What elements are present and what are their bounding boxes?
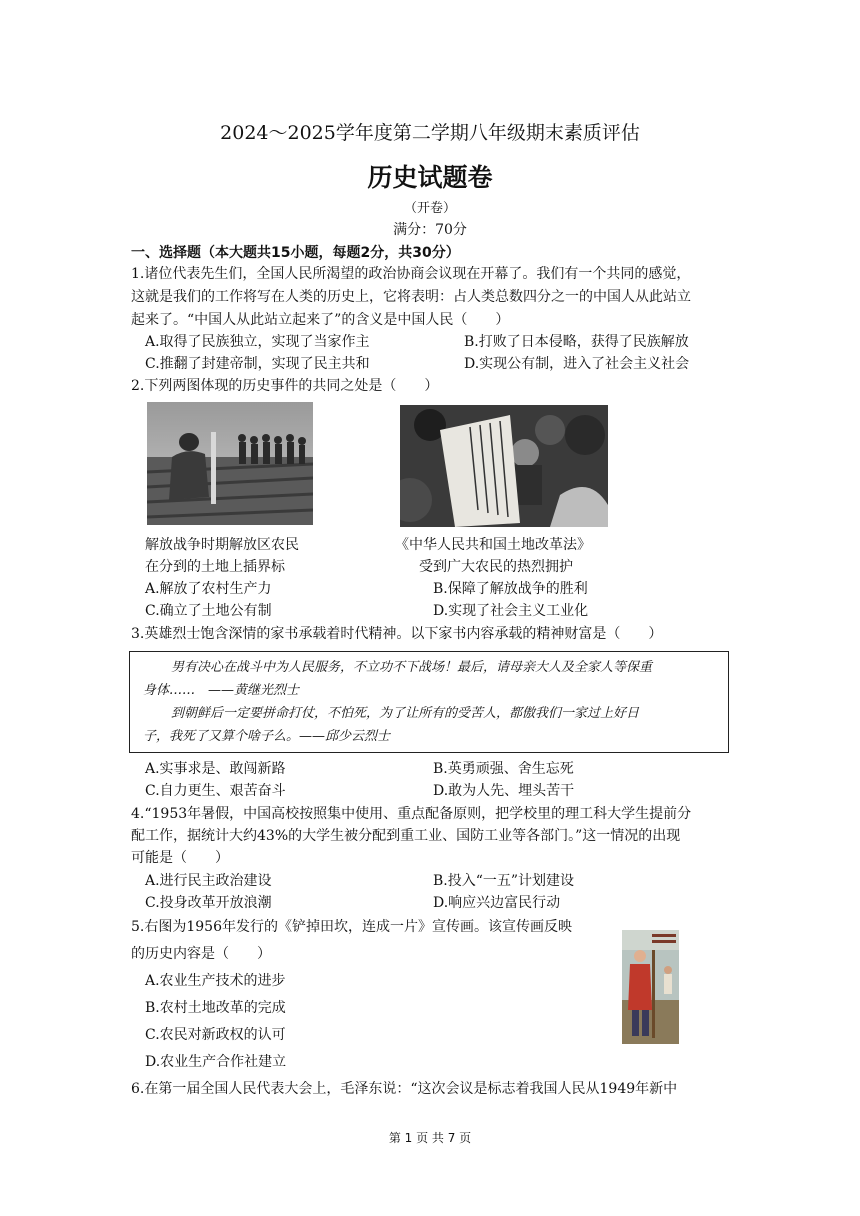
q4-line: 4.“1953年暑假，中国高校按照集中使用、重点配备原则，把学校里的理工科大学生提前分 bbox=[131, 806, 692, 822]
q3-option-b[interactable]: B.英勇顽强、舍生忘死 bbox=[433, 761, 574, 777]
q5-option-c[interactable]: C.农民对新政权的认可 bbox=[145, 1027, 286, 1043]
exam-title: 2024～2025学年度第二学期八年级期末素质评估 bbox=[220, 122, 640, 144]
land-reform-law-photo bbox=[400, 405, 608, 527]
full-score: 满分：70分 bbox=[393, 222, 467, 238]
q1-option-b[interactable]: B.打败了日本侵略，获得了民族解放 bbox=[464, 334, 689, 350]
q1-option-c[interactable]: C.推翻了封建帝制，实现了民主共和 bbox=[145, 356, 370, 372]
q4-line: 配工作，据统计大约43%的大学生被分配到重工业、国防工业等各部门。”这一情况的出现 bbox=[131, 828, 681, 844]
q1-option-a[interactable]: A.取得了民族独立，实现了当家作主 bbox=[145, 334, 370, 350]
subject-title: 历史试题卷 bbox=[367, 163, 493, 192]
q5-line: 5.右图为1956年发行的《铲掉田坎，连成一片》宣传画。该宣传画反映 bbox=[131, 919, 572, 935]
q4-option-a[interactable]: A.进行民主政治建设 bbox=[145, 873, 272, 889]
q6-line: 6.在第一届全国人民代表大会上，毛泽东说：“这次会议是标志着我国人民从1949年新中 bbox=[131, 1081, 678, 1097]
photo2-caption-line2: 受到广大农民的热烈拥护 bbox=[419, 559, 573, 575]
exam-mode: （开卷） bbox=[403, 201, 456, 216]
photo2-caption-line1: 《中华人民共和国土地改革法》 bbox=[395, 537, 591, 553]
photo1-caption-line2: 在分到的土地上插界标 bbox=[145, 559, 285, 575]
propaganda-poster-image bbox=[622, 930, 679, 1044]
farmer-boundary-photo bbox=[147, 402, 313, 525]
q5-option-a[interactable]: A.农业生产技术的进步 bbox=[145, 973, 286, 989]
q2-option-c[interactable]: C.确立了土地公有制 bbox=[145, 603, 272, 619]
q1-line: 1.诸位代表先生们，全国人民所渴望的政治协商会议现在开幕了。我们有一个共同的感觉， bbox=[131, 266, 691, 282]
q2-option-b[interactable]: B.保障了解放战争的胜利 bbox=[433, 581, 588, 597]
q2-stem: 2.下列两图体现的历史事件的共同之处是（ ） bbox=[131, 378, 439, 394]
photo1-caption-line1: 解放战争时期解放区农民 bbox=[145, 537, 299, 553]
q1-line: 起来了。“中国人从此站立起来了”的含义是中国人民（ ） bbox=[131, 312, 510, 328]
q5-option-d[interactable]: D.农业生产合作社建立 bbox=[145, 1054, 287, 1070]
q1-option-d[interactable]: D.实现公有制，进入了社会主义社会 bbox=[464, 356, 690, 372]
letter-line: 子，我死了又算个啥子么。——邱少云烈士 bbox=[143, 729, 391, 744]
q3-option-c[interactable]: C.自力更生、艰苦奋斗 bbox=[145, 783, 286, 799]
q5-line: 的历史内容是（ ） bbox=[131, 946, 271, 962]
section-heading: 一、选择题（本大题共15小题，每题2分，共30分） bbox=[131, 245, 460, 261]
page-number: 第 1 页 共 7 页 bbox=[388, 1131, 472, 1145]
q1-line: 这就是我们的工作将写在人类的历史上，它将表明：占人类总数四分之一的中国人从此站立 bbox=[131, 289, 691, 305]
letter-line: 男有决心在战斗中为人民服务，不立功不下战场！最后，请母亲大人及全家人等保重 bbox=[171, 660, 653, 675]
q3-option-a[interactable]: A.实事求是、敢闯新路 bbox=[145, 761, 286, 777]
letter-line: 到朝鲜后一定要拼命打仗，不怕死，为了让所有的受苦人，都傲我们一家过上好日 bbox=[171, 706, 640, 721]
q3-option-d[interactable]: D.敢为人先、埋头苦干 bbox=[433, 783, 575, 799]
q3-stem: 3.英雄烈士饱含深情的家书承载着时代精神。以下家书内容承载的精神财富是（ ） bbox=[131, 626, 663, 642]
letter-line: 身体…… ——黄继光烈士 bbox=[143, 683, 300, 698]
q4-option-c[interactable]: C.投身改革开放浪潮 bbox=[145, 895, 272, 911]
q5-option-b[interactable]: B.农村土地改革的完成 bbox=[145, 1000, 286, 1016]
q2-option-a[interactable]: A.解放了农村生产力 bbox=[145, 581, 272, 597]
q4-line: 可能是（ ） bbox=[131, 850, 229, 866]
q4-option-d[interactable]: D.响应兴边富民行动 bbox=[433, 895, 561, 911]
q2-option-d[interactable]: D.实现了社会主义工业化 bbox=[433, 603, 589, 619]
q4-option-b[interactable]: B.投入“一五”计划建设 bbox=[433, 873, 575, 889]
